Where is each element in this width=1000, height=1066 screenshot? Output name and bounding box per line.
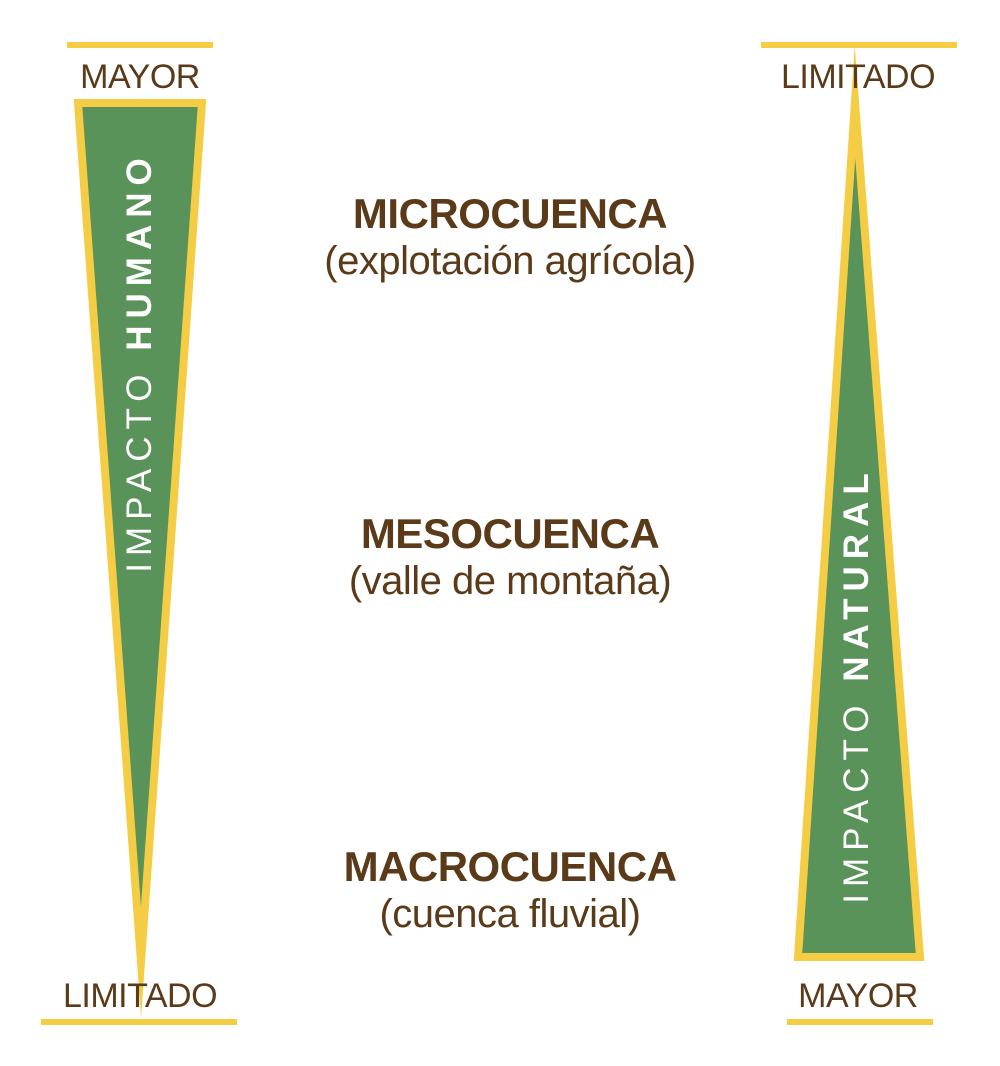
level-mesocuenca	[200, 510, 820, 604]
human-title-light: IMPACTO	[120, 350, 159, 573]
human-title-bold: HUMANO	[120, 151, 159, 351]
level-name: MICROCUENCA	[352, 190, 668, 237]
human-top-label: MAYOR	[80, 58, 200, 96]
natural-top-rule	[761, 42, 957, 48]
human-bottom-rule	[41, 1019, 237, 1025]
human-impact-title	[112, 62, 168, 662]
natural-impact-title	[829, 385, 885, 985]
level-note: (valle de montaña)	[348, 559, 672, 603]
human-top-rule	[67, 42, 213, 48]
natural-title-bold: NATURAL	[837, 466, 876, 682]
level-note: (explotación agrícola)	[324, 239, 696, 283]
level-microcuenca	[200, 190, 820, 284]
natural-bottom-rule	[787, 1019, 933, 1025]
level-name: MESOCUENCA	[360, 510, 660, 557]
level-name: MACROCUENCA	[343, 843, 677, 890]
level-macrocuenca	[200, 843, 820, 937]
level-note: (cuenca fluvial)	[379, 892, 641, 936]
human-bottom-label: LIMITADO	[62, 977, 218, 1015]
natural-bottom-label: MAYOR	[798, 977, 918, 1015]
natural-top-label: LIMITADO	[780, 58, 936, 96]
natural-title-light: IMPACTO	[837, 681, 876, 904]
